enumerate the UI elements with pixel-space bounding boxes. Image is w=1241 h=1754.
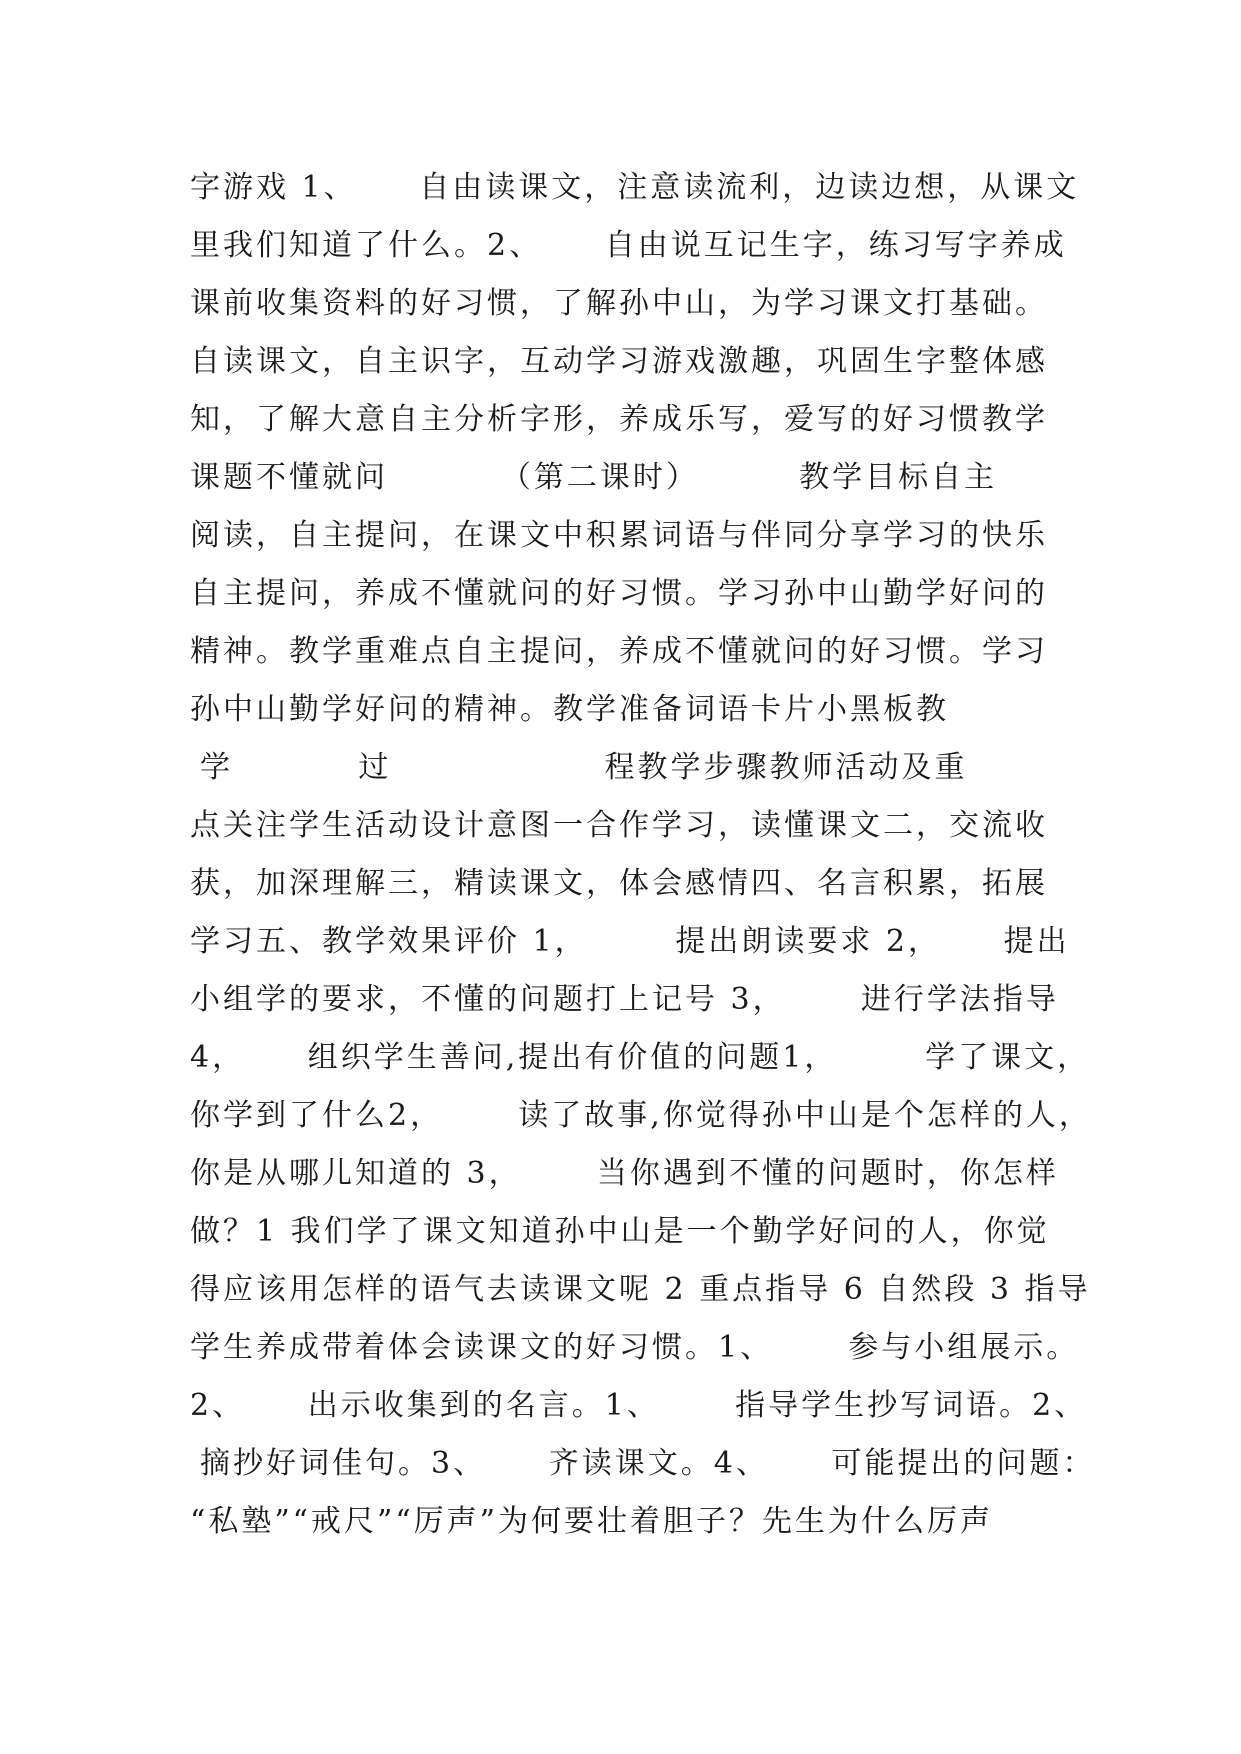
text-line: 里我们知道了什么。2、 自由说互记生字，练习写字养成 (190, 228, 1067, 263)
text-line: 你学到了什么2， 读了故事,你觉得孙中山是个怎样的人， (190, 1098, 1092, 1133)
text-line: 课题不懂就问 （第二课时） 教学目标自主 (190, 460, 998, 495)
text-line: 阅读，自主提问，在课文中积累词语与伴同分享学习的快乐 (190, 518, 1048, 553)
text-line: 学习五、教学效果评价 1， 提出朗读要求 2， 提出 (190, 924, 1070, 959)
text-line: 课前收集资料的好习惯，了解孙中山，为学习课文打基础。 (190, 286, 1048, 321)
text-line: 孙中山勤学好问的精神。教学准备词语卡片小黑板教 (190, 692, 949, 727)
text-line: 摘抄好词佳句。3、 齐读课文。4、 可能提出的问题： (200, 1446, 1096, 1481)
text-line: 学生养成带着体会读课文的好习惯。1、 参与小组展示。 (190, 1330, 1080, 1365)
text-line: 小组学的要求，不懂的问题打上记号 3， 进行学法指导 (190, 982, 1059, 1017)
text-line: “私塾”“戒尺”“厉声”为何要壮着胆子？先生为什么厉声 (190, 1504, 994, 1539)
text-line: 精神。教学重难点自主提问，养成不懂就问的好习惯。学习 (190, 634, 1048, 669)
text-line: 自读课文，自主识字，互动学习游戏激趣，巩固生字整体感 (190, 344, 1048, 379)
text-line: 学 过 程教学步骤教师活动及重 (200, 750, 968, 785)
text-line: 你是从哪儿知道的 3， 当你遇到不懂的问题时，你怎样 (190, 1156, 1059, 1191)
text-line: 4， 组织学生善问,提出有价值的问题1， 学了课文， (190, 1040, 1091, 1075)
text-line: 知，了解大意自主分析字形，养成乐写，爱写的好习惯教学 (190, 402, 1048, 437)
text-line: 2、 出示收集到的名言。1、 指导学生抄写词语。2、 (190, 1388, 1088, 1423)
text-line: 自主提问，养成不懂就问的好习惯。学习孙中山勤学好问的 (190, 576, 1048, 611)
text-line: 得应该用怎样的语气去读课文呢 2 重点指导 6 自然段 3 指导 (190, 1272, 1091, 1307)
text-line: 获，加深理解三，精读课文，体会感情四、名言积累，拓展 (190, 866, 1048, 901)
text-line: 字游戏 1、 自由读课文，注意读流利，边读边想，从课文 (190, 170, 1080, 205)
text-line: 点关注学生活动设计意图一合作学习，读懂课文二，交流收 (190, 808, 1048, 843)
text-line: 做？1 我们学了课文知道孙中山是一个勤学好问的人，你觉 (190, 1214, 1050, 1249)
